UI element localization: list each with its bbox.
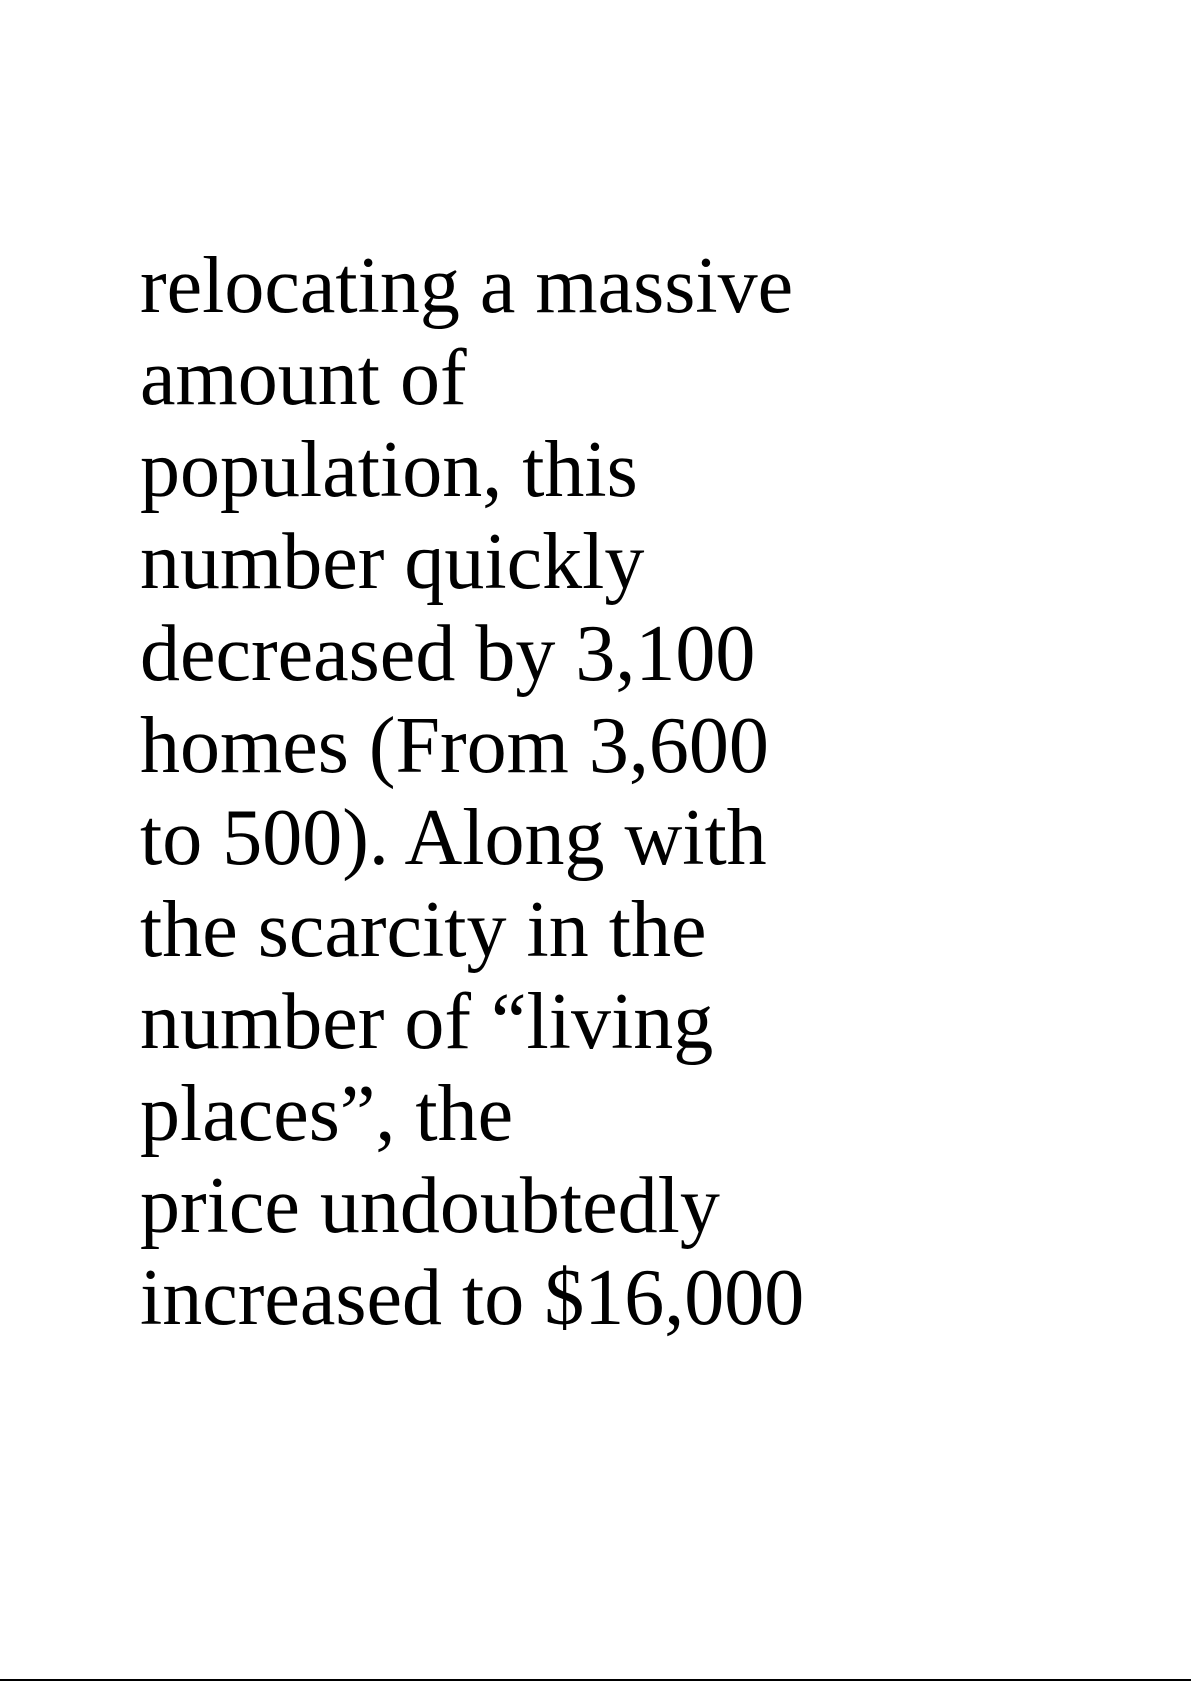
text-line-9: number of “living	[140, 978, 714, 1066]
text-line-5: decreased by 3,100	[140, 610, 756, 698]
body-text	[140, 240, 940, 1344]
text-line-3: population, this	[140, 426, 638, 514]
text-line-2: amount of	[140, 334, 467, 422]
text-line-11: price undoubtedly	[140, 1162, 720, 1250]
text-line-12: increased to $16,000	[140, 1254, 805, 1342]
text-line-4: number quickly	[140, 518, 645, 606]
bottom-divider	[0, 1679, 1191, 1681]
text-line-7: to 500). Along with	[140, 794, 767, 882]
text-line-1: relocating a massive	[140, 242, 794, 330]
text-line-6: homes (From 3,600	[140, 702, 769, 790]
text-line-10: places”, the	[140, 1070, 514, 1158]
text-line-8: the scarcity in the	[140, 886, 707, 974]
